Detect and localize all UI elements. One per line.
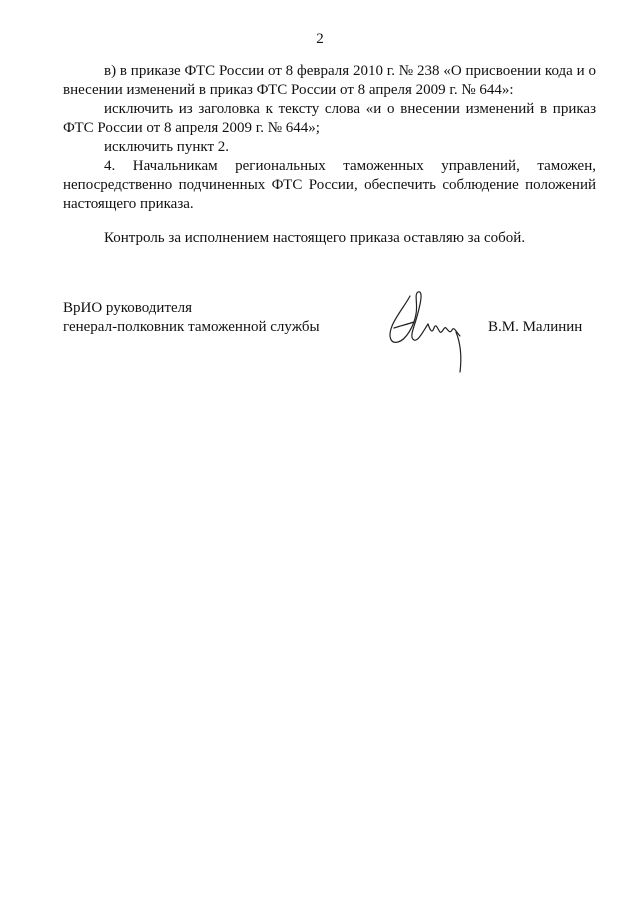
handwritten-signature (380, 286, 480, 378)
signatory-position (63, 299, 320, 337)
signatory-position-line2: генерал-полковник таможенной службы (63, 319, 320, 335)
signatory-name: В.М. Малинин (488, 319, 583, 335)
paragraph-item-v: в) в приказе ФТС России от 8 февраля 2010 г. № 238 «О присвоении кода и о внесении изменений в приказ ФТС России от 8 апреля 2009 г. № 644»: (63, 63, 596, 98)
control-statement: Контроль за исполнением настоящего приказа оставляю за собой. (104, 230, 526, 246)
paragraph-exclude-words: исключить из заголовка к тексту слова «и о внесении изменений в приказ ФТС России от 8 апреля 2009 г. № 644»; (63, 101, 596, 136)
paragraph-point-4: 4. Начальникам региональных таможенных управлений, таможен, непосредственно подчиненных ФТС России, обеспечить соблюдение положений настоящего приказа. (63, 158, 596, 212)
document-body (63, 62, 596, 214)
page-number: 2 (316, 31, 324, 47)
paragraph-exclude-point: исключить пункт 2. (104, 139, 230, 155)
signatory-position-line1: ВрИО руководителя (63, 300, 193, 316)
